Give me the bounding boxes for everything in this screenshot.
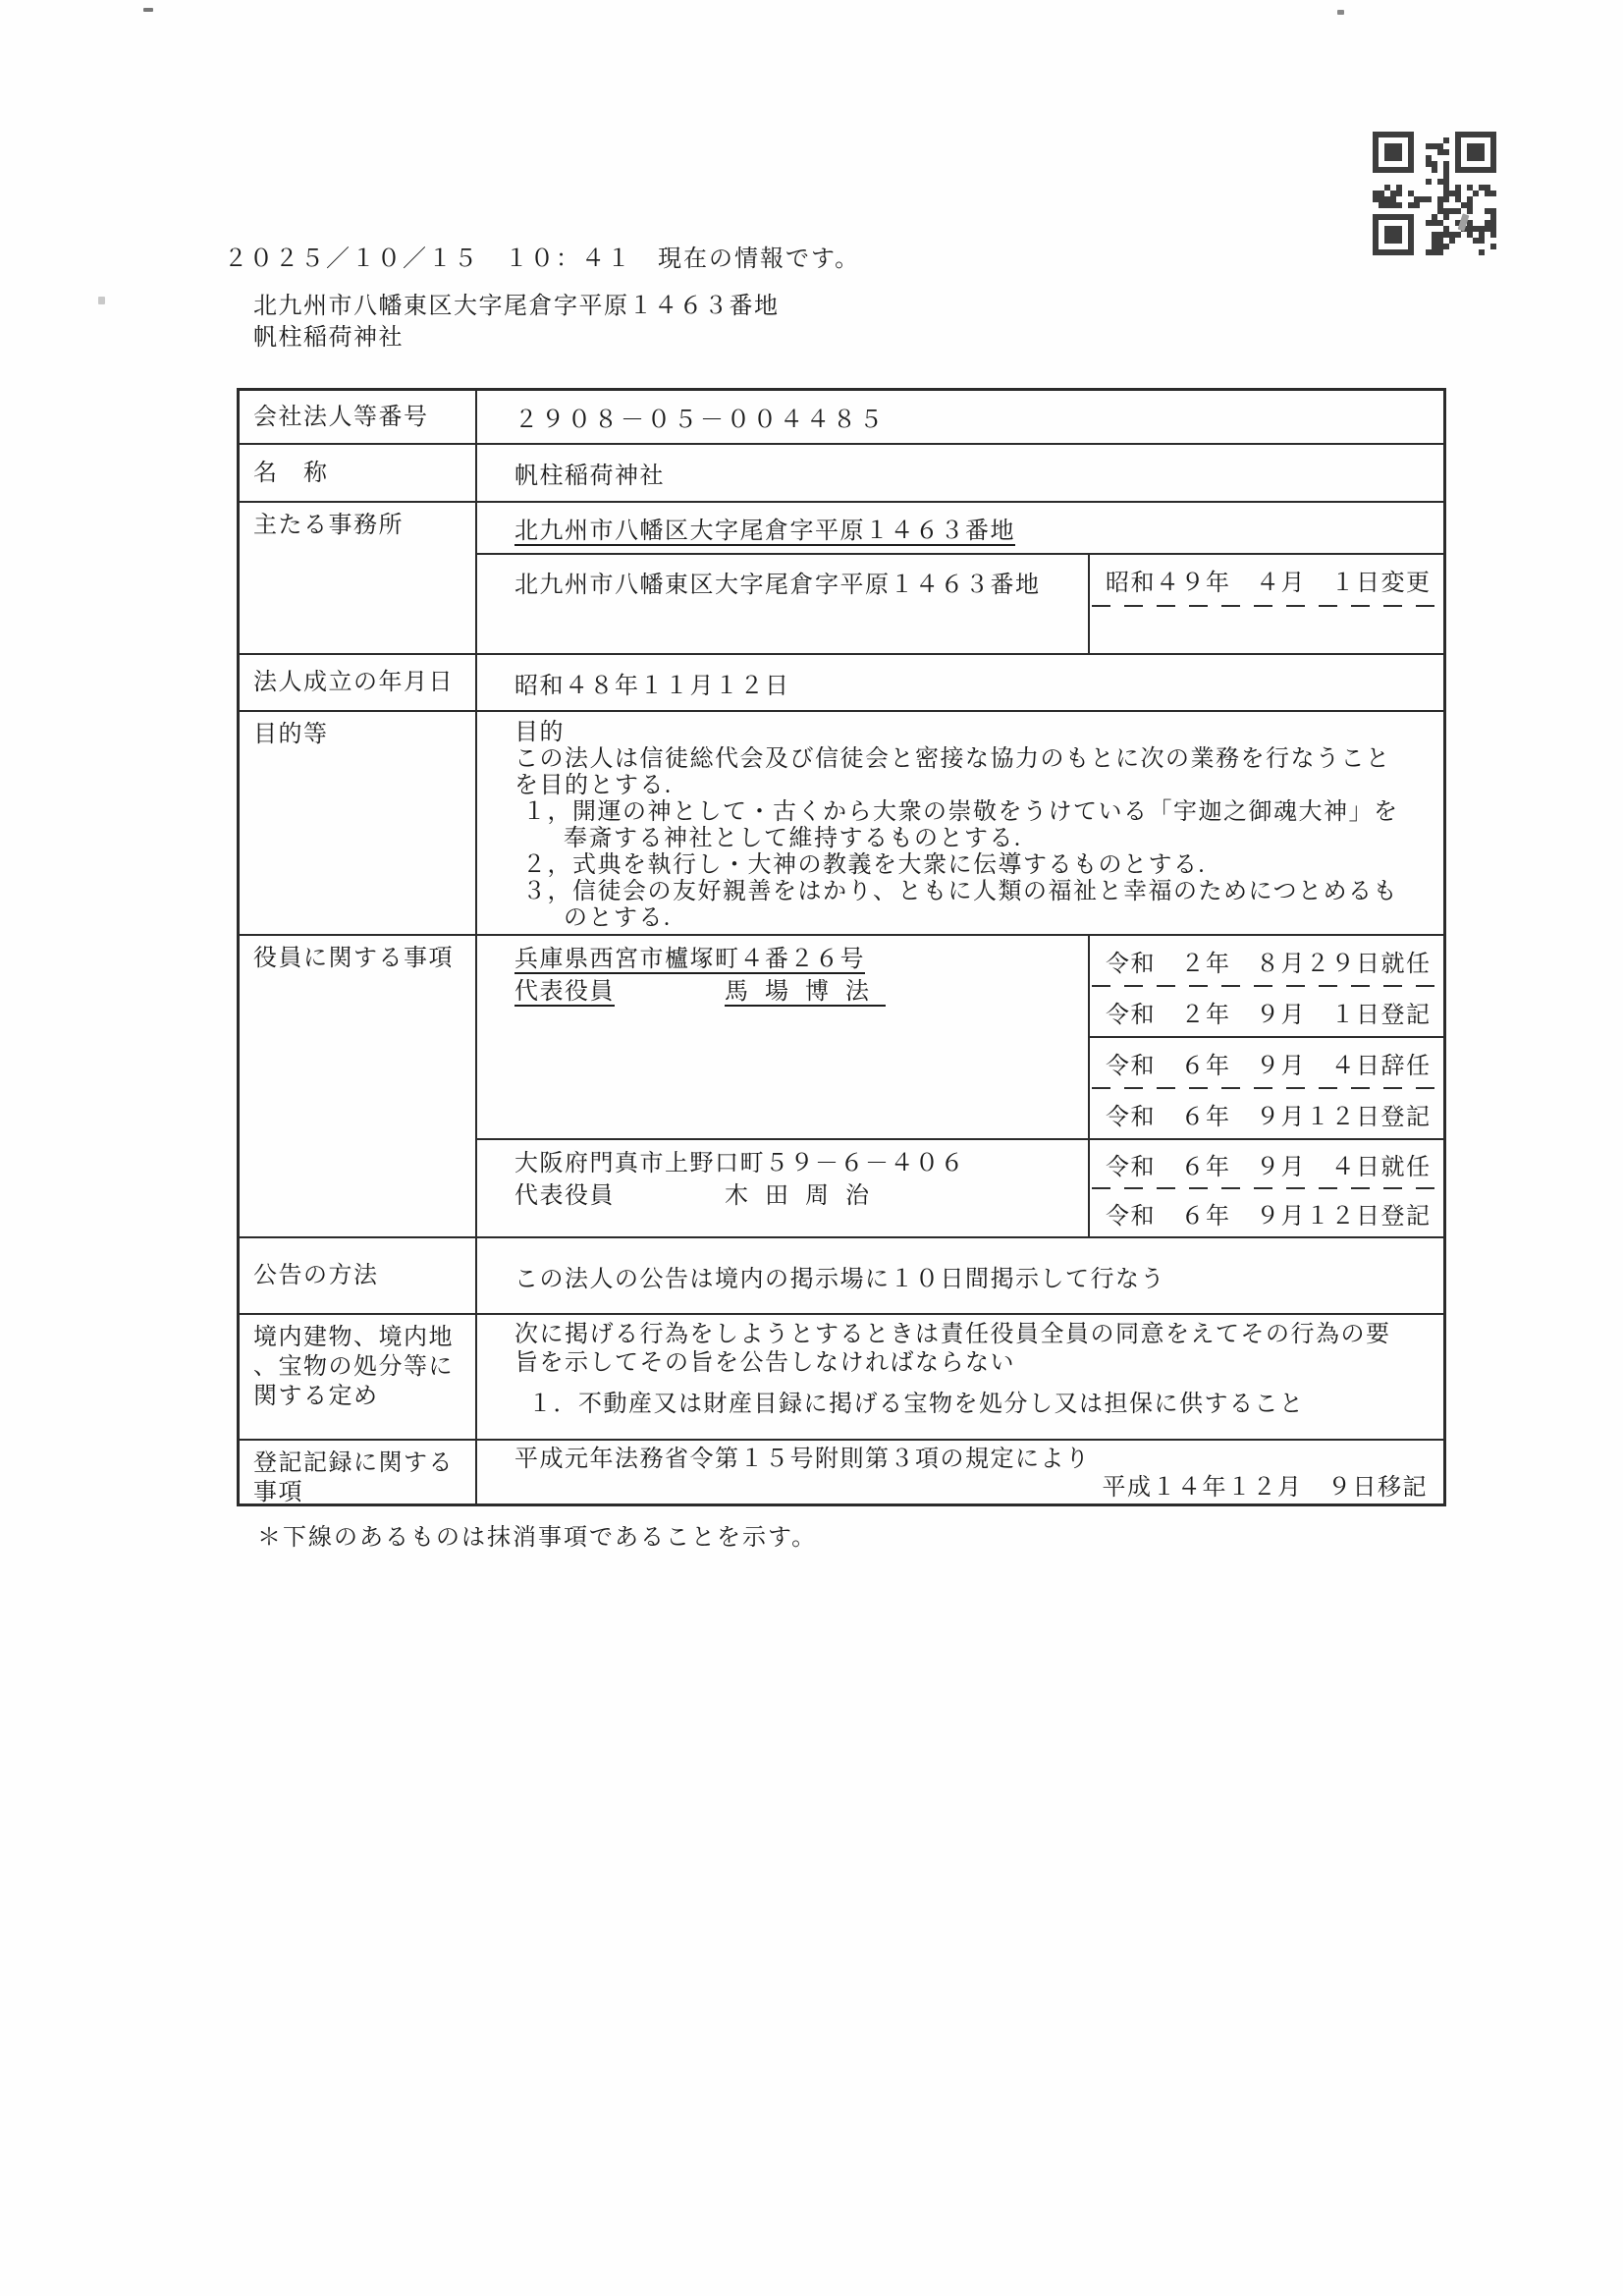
- label-public-notice: 公告の方法: [240, 1238, 477, 1313]
- label-registry-record: 登記記録に関する事項: [240, 1441, 477, 1503]
- officer-date-column: [1088, 936, 1443, 1138]
- officer-info: [477, 936, 1088, 1138]
- row-public-notice: [240, 1236, 1443, 1313]
- label-corporate-number: 会社法人等番号: [240, 391, 477, 443]
- officer-name: 馬場博法: [725, 979, 886, 1005]
- value-registry-record: [477, 1441, 1443, 1503]
- value-established-date: 昭和４８年１１月１２日: [514, 673, 790, 699]
- principal-office-old-address: 北九州市八幡区大字尾倉字平原１４６３番地: [514, 519, 1015, 544]
- label-established-date: 法人成立の年月日: [240, 655, 477, 710]
- purpose-line: １，開運の神として・古くから大衆の崇敬をうけている「宇迦之御魂大神」を: [522, 799, 1399, 825]
- label-property-rules: 境内建物、境内地、宝物の処分等に関する定め: [240, 1315, 477, 1439]
- principal-office-old: [477, 503, 1443, 555]
- officer-date: 令和 ６年 ９月１２日登記: [1106, 1203, 1432, 1230]
- entity-address-block: [253, 291, 780, 354]
- label-name: 名 称: [240, 445, 477, 501]
- principal-office-area: [477, 503, 1443, 653]
- purpose-line: ２，式典を執行し・大神の教義を大衆に伝導するものとする.: [522, 852, 1206, 878]
- officer-entry-current: [477, 1138, 1443, 1236]
- principal-office-current-address: 北九州市八幡東区大字尾倉字平原１４６３番地: [514, 573, 1041, 598]
- entity-name: 帆柱稲荷神社: [253, 325, 404, 351]
- officer-date: 令和 ２年 ８月２９日就任: [1106, 951, 1432, 977]
- officer-date: 令和 ６年 ９月 ４日辞任: [1106, 1053, 1432, 1079]
- label-officers: 役員に関する事項: [240, 936, 477, 1236]
- purpose-line: この法人は信徒総代会及び信徒会と密接な協力のもとに次の業務を行なうこと: [514, 746, 1391, 772]
- purpose-line: 奉斎する神社として維持するものとする.: [564, 826, 1022, 851]
- officer-name: 木田周治: [725, 1183, 886, 1209]
- value-name: 帆柱稲荷神社: [514, 464, 665, 489]
- officer-date-column: [1088, 1140, 1443, 1236]
- row-purpose: [240, 710, 1443, 934]
- row-property-rules: [240, 1313, 1443, 1439]
- registry-table: [237, 388, 1446, 1506]
- officer-address: 大阪府門真市上野口町５９－６－４０６: [514, 1151, 965, 1176]
- property-line: 旨を示してその旨を公告しなければならない: [514, 1350, 1015, 1376]
- row-principal-office: [240, 501, 1443, 653]
- scan-artifact: [143, 8, 153, 12]
- scan-artifact: [1337, 10, 1344, 15]
- registry-record-text: 平成元年法務省令第１５号附則第３項の規定により: [514, 1447, 1091, 1472]
- officer-entry-expunged: [477, 936, 1443, 1138]
- officer-date: 令和 ６年 ９月 ４日就任: [1106, 1154, 1432, 1180]
- purpose-line: ３，信徒会の友好親善をはかり、ともに人類の福祉と幸福のためにつとめるも: [522, 879, 1399, 904]
- underline-footnote: ＊下線のあるものは抹消事項であることを示す。: [257, 1525, 818, 1551]
- officer-title: 代表役員: [514, 979, 615, 1005]
- principal-office-change-date: 昭和４９年 ４月 １日変更: [1106, 571, 1432, 596]
- value-property-rules: [477, 1315, 1443, 1439]
- registry-record-date: 平成１４年１２月 ９日移記: [1102, 1475, 1428, 1501]
- row-corporate-number: [240, 391, 1443, 443]
- row-officers: [240, 934, 1443, 1236]
- scan-artifact: [98, 297, 105, 304]
- row-established-date: [240, 653, 1443, 710]
- row-registry-record: [240, 1439, 1443, 1503]
- timestamp-line: ２０２５／１０／１５ １０：４１ 現在の情報です。: [224, 246, 861, 272]
- purpose-line: 目的: [514, 720, 565, 745]
- officers-area: [477, 936, 1443, 1236]
- officer-date: 令和 ２年 ９月 １日登記: [1106, 1002, 1432, 1028]
- property-line: 次に掲げる行為をしようとするときは責任役員全員の同意をえてその行為の要: [514, 1322, 1391, 1347]
- principal-office-current: [477, 555, 1443, 653]
- value-corporate-number: ２９０８－０５－００４４８５: [514, 408, 886, 433]
- principal-office-date-column: [1088, 555, 1443, 653]
- value-public-notice: この法人の公告は境内の掲示場に１０日間掲示して行なう: [514, 1266, 1165, 1292]
- label-principal-office: 主たる事務所: [240, 503, 477, 653]
- purpose-line: を目的とする.: [514, 773, 673, 798]
- empty-cell: [1090, 607, 1443, 653]
- officer-info: [477, 1140, 1088, 1236]
- purpose-line: のとする.: [564, 905, 672, 931]
- value-purpose: [477, 712, 1443, 934]
- label-purpose: 目的等: [240, 712, 477, 934]
- officer-title: 代表役員: [514, 1183, 615, 1209]
- officer-date: 令和 ６年 ９月１２日登記: [1106, 1104, 1432, 1130]
- qr-code: [1373, 132, 1496, 255]
- property-line: １．不動産又は財産目録に掲げる宝物を処分し又は担保に供すること: [528, 1392, 1305, 1417]
- entity-address: 北九州市八幡東区大字尾倉字平原１４６３番地: [253, 294, 780, 319]
- officer-address: 兵庫県西宮市櫨塚町４番２６号: [514, 947, 865, 972]
- row-name: [240, 443, 1443, 501]
